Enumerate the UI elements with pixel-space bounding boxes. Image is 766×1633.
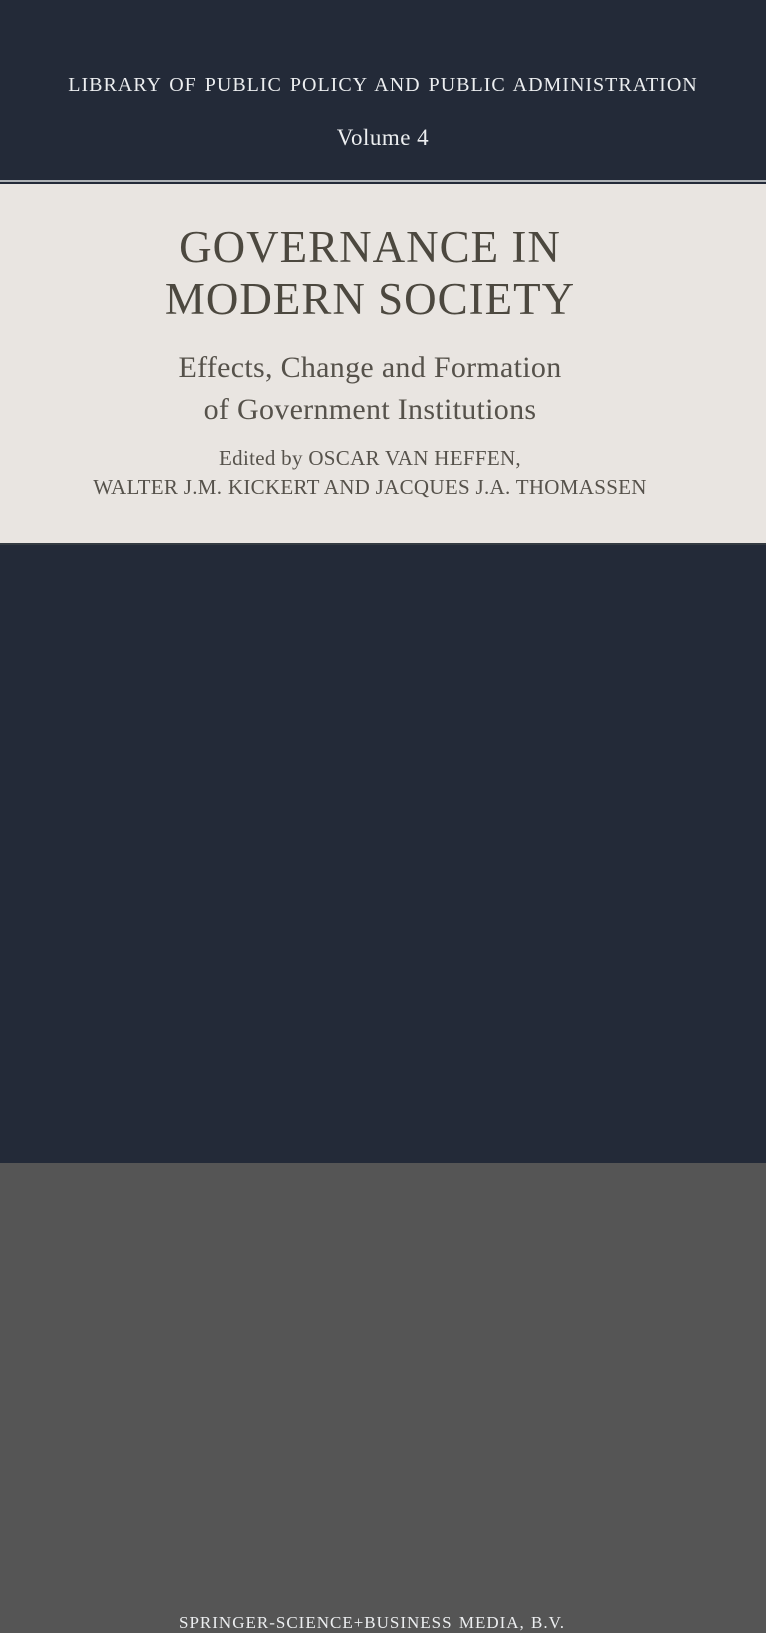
series-title: LIBRARY OF PUBLIC POLICY AND PUBLIC ADMINISTRATION <box>68 74 698 96</box>
book-subtitle-line-1: Effects, Change and Formation <box>178 351 562 384</box>
editors-line-1: Edited by OSCAR VAN HEFFEN, <box>219 446 521 470</box>
publisher-band <box>0 543 766 1632</box>
editors-line-2: WALTER J.M. KICKERT AND JACQUES J.A. THOMASSEN <box>93 475 647 499</box>
editors <box>0 444 740 502</box>
series-band <box>0 0 766 182</box>
book-title-line-1: GOVERNANCE IN <box>179 222 561 272</box>
volume-number: Volume 4 <box>336 125 430 150</box>
book-subtitle-line-2: of Government Institutions <box>203 393 537 426</box>
publisher-imprint: SPRINGER-SCIENCE+BUSINESS MEDIA, B.V. <box>179 1613 565 1632</box>
book-title-line-2: MODERN SOCIETY <box>164 274 576 324</box>
book-title <box>0 221 740 325</box>
book-subtitle <box>0 347 740 431</box>
